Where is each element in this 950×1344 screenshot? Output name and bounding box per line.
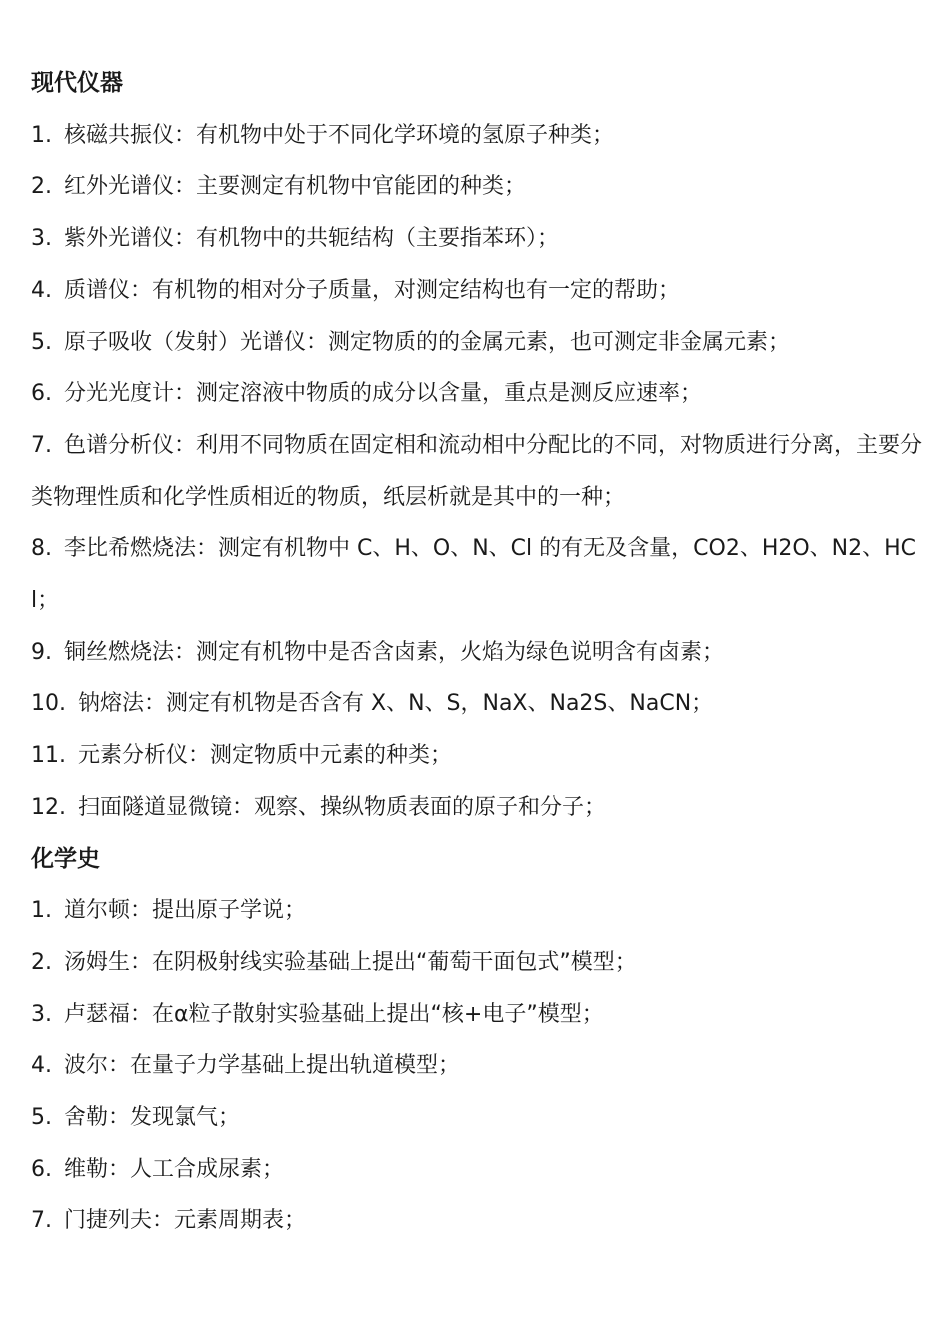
- item-text: 分光光度计：测定溶液中物质的成分以含量，重点是测反应速率；: [64, 381, 703, 407]
- item-text: 色谱分析仪：利用不同物质在固定相和流动相中分配比的不同，对物质进行分离，主要分类物理性质和化学性质相近的物质，纸层析就是其中的一种；: [31, 432, 923, 510]
- section-chemistry-history: [31, 834, 926, 1248]
- item-number: 6.: [31, 1156, 52, 1182]
- document-page: [31, 58, 926, 1247]
- list-item: [31, 678, 926, 730]
- item-number: 4.: [31, 277, 52, 303]
- list-item: [31, 213, 926, 265]
- item-number: 1.: [31, 898, 52, 924]
- item-number: 8.: [31, 536, 52, 562]
- list-item: [31, 317, 926, 369]
- list-item: [31, 937, 926, 989]
- list-item: [31, 989, 926, 1041]
- section-modern-instruments: [31, 58, 926, 834]
- item-text: 波尔：在量子力学基础上提出轨道模型；: [64, 1053, 461, 1079]
- list-item: [31, 1092, 926, 1144]
- list-item: [31, 885, 926, 937]
- list-item: [31, 265, 926, 317]
- item-number: 10.: [31, 691, 66, 717]
- item-text: 核磁共振仪：有机物中处于不同化学环境的氢原子种类；: [64, 122, 615, 148]
- item-number: 4.: [31, 1053, 52, 1079]
- item-number: 7.: [31, 1208, 52, 1234]
- list-item: [31, 523, 926, 626]
- item-number: 5.: [31, 1105, 52, 1131]
- list-item: [31, 730, 926, 782]
- item-number: 3.: [31, 1001, 52, 1027]
- item-number: 11.: [31, 743, 66, 769]
- item-text: 扫面隧道显微镜：观察、操纵物质表面的原子和分子；: [78, 794, 607, 820]
- item-text: 原子吸收（发射）光谱仪：测定物质的的金属元素，也可测定非金属元素；: [64, 329, 791, 355]
- list-item: [31, 1195, 926, 1247]
- list-item: [31, 627, 926, 679]
- item-text: 道尔顿：提出原子学说；: [64, 898, 307, 924]
- item-text: 舍勒：发现氯气；: [64, 1105, 241, 1131]
- item-text: 元素分析仪：测定物质中元素的种类；: [78, 743, 453, 769]
- section-title: 现代仪器: [31, 70, 123, 96]
- item-number: 12.: [31, 794, 66, 820]
- item-number: 2.: [31, 174, 52, 200]
- item-text: 红外光谱仪：主要测定有机物中官能团的种类；: [64, 174, 527, 200]
- item-text: 卢瑟福：在α粒子散射实验基础上提出“核+电子”模型；: [64, 1001, 604, 1027]
- item-number: 3.: [31, 226, 52, 252]
- list-item: [31, 110, 926, 162]
- item-text: 门捷列夫：元素周期表；: [64, 1208, 307, 1234]
- item-number: 6.: [31, 381, 52, 407]
- list-item: [31, 782, 926, 834]
- item-number: 1.: [31, 122, 52, 148]
- list-item: [31, 161, 926, 213]
- list-item: [31, 1144, 926, 1196]
- item-text: 李比希燃烧法：测定有机物中 C、H、O、N、Cl 的有无及含量，CO2、H2O、N2、HCl；: [31, 536, 917, 614]
- item-text: 紫外光谱仪：有机物中的共轭结构（主要指苯环）；: [64, 226, 560, 252]
- list-item: [31, 368, 926, 420]
- item-text: 维勒：人工合成尿素；: [64, 1156, 285, 1182]
- item-text: 钠熔法：测定有机物是否含有 X、N、S，NaX、Na2S、NaCN；: [78, 691, 714, 717]
- section-title: 化学史: [31, 845, 100, 872]
- item-number: 5.: [31, 329, 52, 355]
- list-item: [31, 420, 926, 523]
- item-text: 质谱仪：有机物的相对分子质量，对测定结构也有一定的帮助；: [64, 277, 681, 303]
- item-number: 2.: [31, 949, 52, 975]
- item-text: 汤姆生：在阴极射线实验基础上提出“葡萄干面包式”模型；: [64, 949, 637, 975]
- item-number: 9.: [31, 639, 52, 665]
- list-item: [31, 1040, 926, 1092]
- item-text: 铜丝燃烧法：测定有机物中是否含卤素，火焰为绿色说明含有卤素；: [64, 639, 725, 665]
- item-number: 7.: [31, 432, 52, 458]
